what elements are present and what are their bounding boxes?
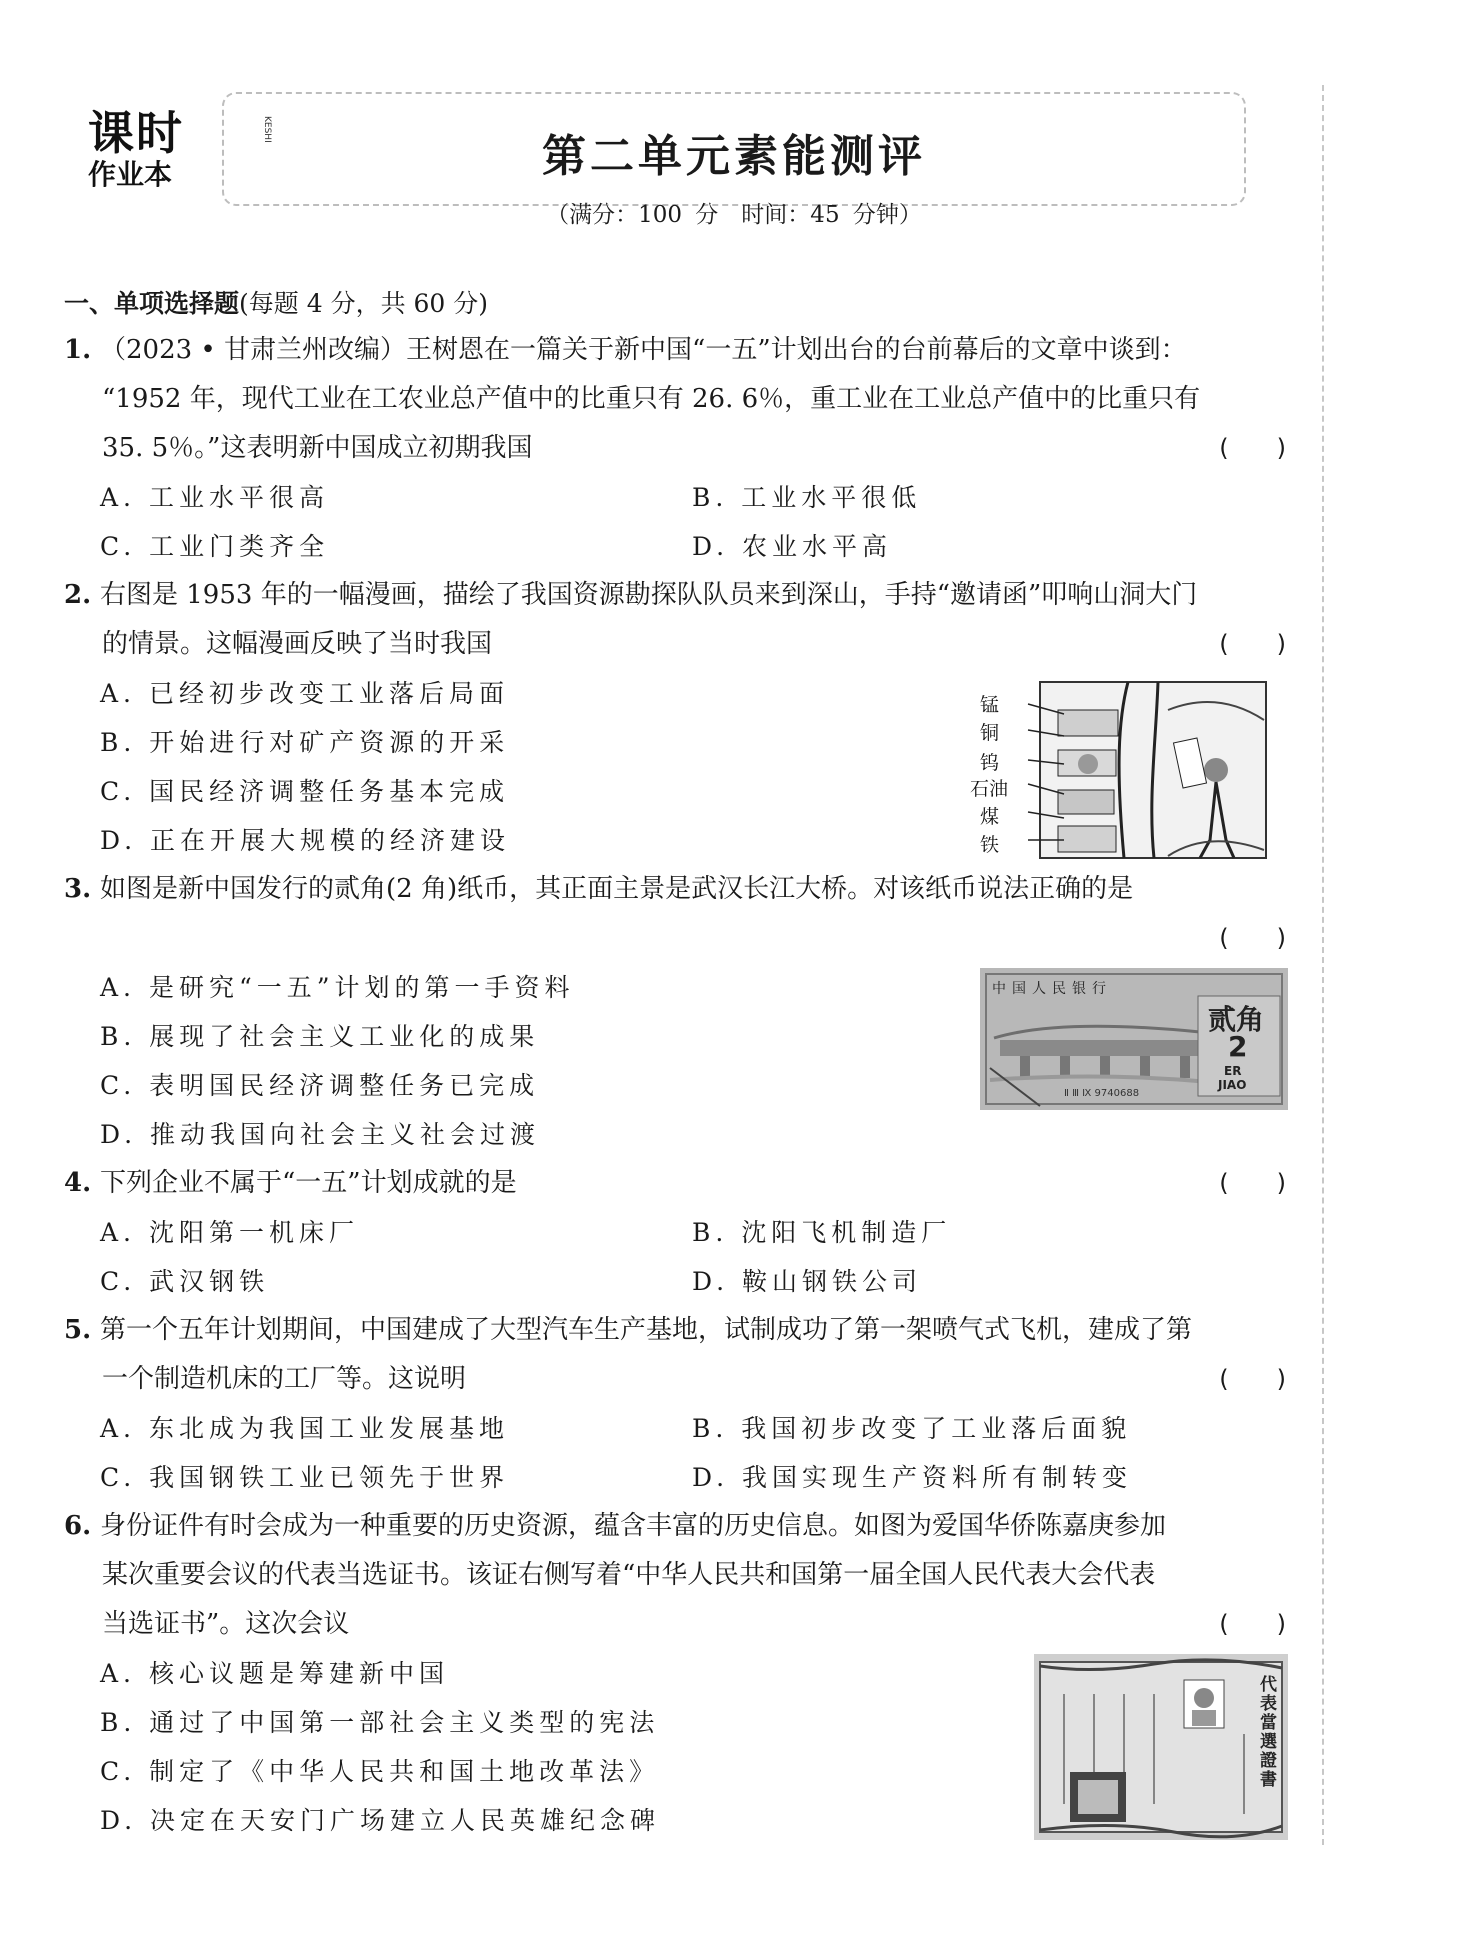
- option-c[interactable]: C. 武汉钢铁: [100, 1267, 270, 1296]
- answer-blank[interactable]: ( ): [1219, 434, 1286, 462]
- question-2: [64, 571, 1294, 669]
- question-line: [64, 620, 1294, 669]
- question-text: 35. 5％。”这表明新中国成立初期我国: [102, 433, 533, 463]
- question-line: [64, 326, 1294, 375]
- option-b[interactable]: B. 我国初步改变了工业落后面貌: [692, 1414, 1132, 1443]
- option-b[interactable]: B. 展现了社会主义工业化的成果: [100, 1022, 540, 1051]
- question-line: [64, 1551, 1294, 1600]
- question-line: [64, 1159, 1294, 1208]
- section-note: (每题 4 分，共 60 分): [239, 289, 489, 318]
- question-number: 1.: [64, 335, 92, 365]
- cartoon-figure: [970, 680, 1268, 862]
- option-d[interactable]: D. 正在开展大规模的经济建设: [100, 826, 511, 855]
- option-a[interactable]: A. 是研究“一五”计划的第一手资料: [100, 973, 575, 1002]
- option-b[interactable]: B. 沈阳飞机制造厂: [692, 1218, 952, 1247]
- banknote-jiao: JIAO: [1218, 1078, 1247, 1092]
- answer-blank[interactable]: ( ): [1219, 1365, 1286, 1393]
- banknote-value: 2: [1228, 1030, 1248, 1063]
- question-text: 一个制造机床的工厂等。这说明: [102, 1364, 467, 1394]
- question-text: 身份证件有时会成为一种重要的历史资源，蕴含丰富的历史信息。如图为爱国华侨陈嘉庚参加: [100, 1511, 1167, 1541]
- option-c[interactable]: C. 制定了《中华人民共和国土地改革法》: [100, 1757, 660, 1786]
- cartoon-label: 铁: [980, 834, 1000, 856]
- option-d[interactable]: D. 推动我国向社会主义社会过渡: [100, 1120, 541, 1149]
- answer-blank[interactable]: ( ): [1219, 1610, 1286, 1638]
- banknote-bank-name: 中国人民银行: [992, 981, 1112, 997]
- answer-blank[interactable]: ( ): [1219, 924, 1286, 952]
- question-number: 4.: [64, 1168, 92, 1198]
- logo-small-text: KESHI: [262, 116, 272, 143]
- question-line: [64, 424, 1294, 473]
- question-number: 2.: [64, 580, 92, 610]
- question-line: [64, 865, 1294, 914]
- question-line: [64, 375, 1294, 424]
- cartoon-label: 锰: [980, 694, 1000, 716]
- question-6: [64, 1502, 1294, 1649]
- certificate-figure: [1034, 1654, 1288, 1840]
- question-line: [64, 1306, 1294, 1355]
- cartoon-label: 煤: [980, 806, 1000, 828]
- certificate-drawing: [1034, 1654, 1288, 1840]
- question-number: 3.: [64, 874, 92, 904]
- option-a[interactable]: A. 沈阳第一机床厂: [100, 1218, 359, 1247]
- option-b[interactable]: B. 通过了中国第一部社会主义类型的宪法: [100, 1708, 660, 1737]
- question-text: 下列企业不属于“一五”计划成就的是: [100, 1168, 517, 1198]
- certificate-title: 代表當選證書: [1260, 1675, 1277, 1790]
- banknote-figure: [980, 968, 1288, 1110]
- question-text: 某次重要会议的代表当选证书。该证右侧写着“中华人民共和国第一届全国人民代表大会代表: [102, 1560, 1156, 1590]
- question-text: 第一个五年计划期间，中国建成了大型汽车生产基地，试制成功了第一架喷气式飞机，建成了第: [100, 1315, 1193, 1345]
- question-4: [64, 1159, 1294, 1208]
- question-text: 右图是 1953 年的一幅漫画，描绘了我国资源勘探队队员来到深山，手持“邀请函”叩响山洞大门: [100, 580, 1198, 610]
- question-number: 6.: [64, 1511, 92, 1541]
- cartoon-label: 钨: [980, 752, 1000, 774]
- question-3: [64, 865, 1294, 963]
- page-subtitle: （满分：100 分 时间：45 分钟）: [546, 202, 922, 228]
- question-line: [64, 1355, 1294, 1404]
- option-c[interactable]: C. 我国钢铁工业已领先于世界: [100, 1463, 510, 1492]
- question-line: [64, 1600, 1294, 1649]
- question-line: [64, 914, 1294, 963]
- option-a[interactable]: A. 核心议题是筹建新中国: [100, 1659, 449, 1688]
- page-title: 第二单元素能测评: [542, 131, 926, 182]
- question-line: [64, 1502, 1294, 1551]
- option-c[interactable]: C. 国民经济调整任务基本完成: [100, 777, 510, 806]
- banknote-denomination: 贰角: [1208, 1003, 1265, 1036]
- section-title: 一、单项选择题: [64, 289, 240, 318]
- question-number: 5.: [64, 1315, 92, 1345]
- question-text: 的情景。这幅漫画反映了当时我国: [102, 629, 493, 659]
- logo-bottom-text: 作业本: [88, 158, 173, 191]
- section-heading: [64, 284, 488, 320]
- option-d[interactable]: D. 我国实现生产资料所有制转变: [692, 1463, 1133, 1492]
- banknote-er: ER: [1224, 1064, 1242, 1078]
- question-text: （2023 • 甘肃兰州改编）王树恩在一篇关于新中国“一五”计划出台的台前幕后的文章中谈到：: [100, 335, 1187, 365]
- option-d[interactable]: D. 农业水平高: [692, 532, 893, 561]
- option-a[interactable]: A. 已经初步改变工业落后局面: [100, 679, 509, 708]
- answer-blank[interactable]: ( ): [1219, 630, 1286, 658]
- cartoon-drawing: [978, 680, 1268, 862]
- question-1: [64, 326, 1294, 473]
- question-text: 如图是新中国发行的贰角(2 角)纸币，其正面主景是武汉长江大桥。对该纸币说法正确的是: [100, 874, 1134, 904]
- option-b[interactable]: B. 开始进行对矿产资源的开采: [100, 728, 510, 757]
- answer-blank[interactable]: ( ): [1219, 1169, 1286, 1197]
- logo-top-text: 课时: [88, 106, 184, 160]
- option-b[interactable]: B. 工业水平很低: [692, 483, 922, 512]
- option-a[interactable]: A. 东北成为我国工业发展基地: [100, 1414, 509, 1443]
- option-c[interactable]: C. 表明国民经济调整任务已完成: [100, 1071, 540, 1100]
- question-text: “1952 年，现代工业在工农业总产值中的比重只有 26. 6％，重工业在工业总产值中的比重只有: [102, 384, 1201, 414]
- option-d[interactable]: D. 鞍山钢铁公司: [692, 1267, 923, 1296]
- option-d[interactable]: D. 决定在天安门广场建立人民英雄纪念碑: [100, 1806, 661, 1835]
- option-c[interactable]: C. 工业门类齐全: [100, 532, 330, 561]
- margin-rule: [1322, 85, 1324, 1845]
- question-5: [64, 1306, 1294, 1404]
- banknote-serial: Ⅱ Ⅲ Ⅸ 9740688: [1064, 1088, 1140, 1099]
- option-a[interactable]: A. 工业水平很高: [100, 483, 329, 512]
- cartoon-label: 石油: [970, 778, 1009, 800]
- question-line: [64, 571, 1294, 620]
- cartoon-label: 铜: [980, 722, 1000, 744]
- question-text: 当选证书”。这次会议: [102, 1609, 350, 1639]
